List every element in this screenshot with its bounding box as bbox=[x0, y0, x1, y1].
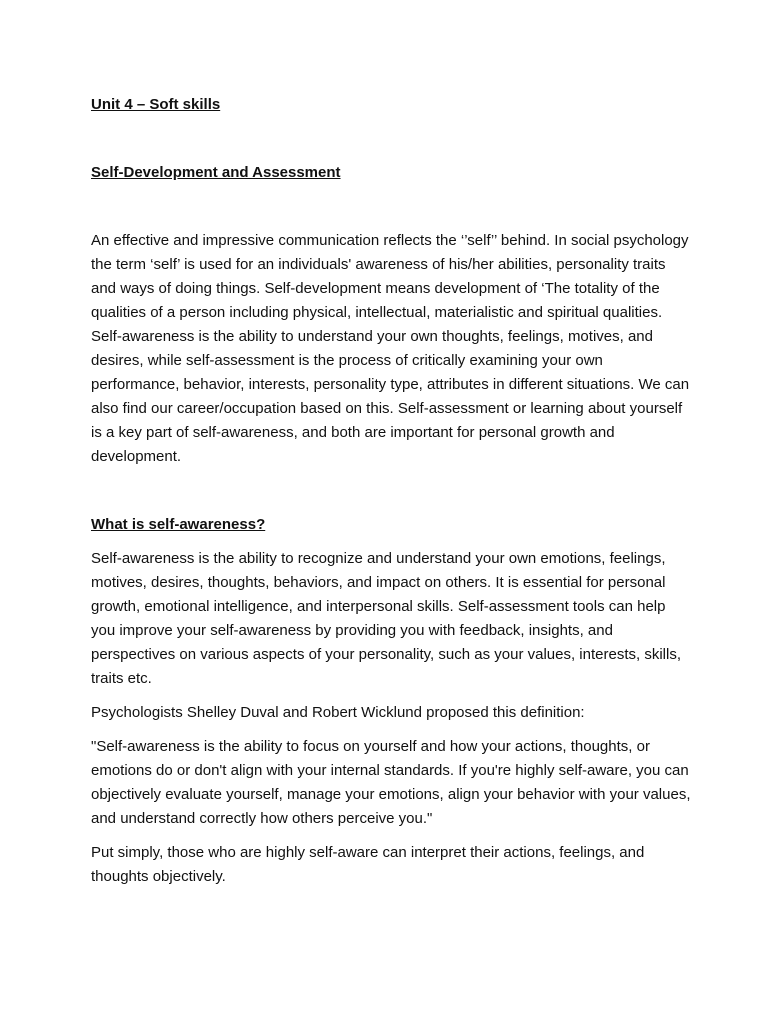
definition-paragraph: Self-awareness is the ability to recognize and understand your own emotions, feelings, motives, desires, thoughts, behaviors, and impact on others. It is essential for personal growth, emotional intelligence, and interpersonal skills. Self-assessment tools can help you improve your self-awareness by providing you with feedback, insights, and perspectives on various aspects of your personality, such as your values, interests, skills, traits etc. bbox=[91, 550, 681, 687]
section-title: Self-Development and Assessment bbox=[91, 164, 341, 181]
quote-paragraph: "Self-awareness is the ability to focus on yourself and how your actions, thoughts, or emotions do or don't align with your internal standards. If you're highly self-aware, you can objectively evaluate yourself, manage your emotions, align your behavior with your values, and understand correctly how others perceive you." bbox=[91, 738, 691, 827]
intro-paragraph: An effective and impressive communication reflects the ‘’self’’ behind. In social psychology the term ‘self’ is used for an individuals' awareness of his/her abilities, personality traits and ways of doing things. Self-development means development of ‘The totality of the qualities of a person including physical, intellectual, materialistic and spiritual qualities. Self-awareness is the ability to understand your own thoughts, feelings, motives, and desires, while self-assessment is the process of critically examining your own performance, behavior, interests, personality type, attributes in different situations. We can also find our career/occupation based on this. Self-assessment or learning about yourself is a key part of self-awareness, and both are important for personal growth and development. bbox=[91, 232, 690, 465]
document-body bbox=[91, 93, 691, 889]
unit-title: Unit 4 – Soft skills bbox=[91, 96, 221, 113]
question-heading: What is self-awareness? bbox=[91, 516, 266, 533]
summary-paragraph: Put simply, those who are highly self-aware can interpret their actions, feelings, and thoughts objectively. bbox=[91, 844, 645, 885]
psychologists-paragraph: Psychologists Shelley Duval and Robert Wicklund proposed this definition: bbox=[91, 704, 585, 721]
